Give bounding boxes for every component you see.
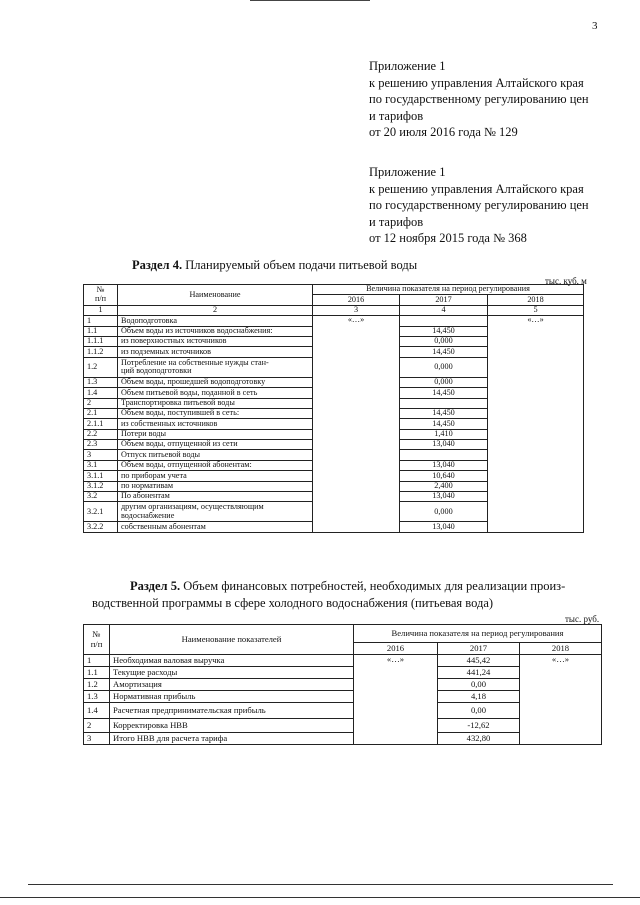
- row-name: из подземных источников: [118, 347, 313, 357]
- row-number: 1.1: [84, 667, 110, 679]
- row-name: по нормативам: [118, 481, 313, 491]
- value-2017: 445,42: [438, 655, 520, 667]
- row-number: 1.4: [84, 388, 118, 398]
- value-2017: 1,410: [400, 429, 488, 439]
- col-header-period: Величина показателя на период регулирования: [313, 285, 584, 295]
- row-name: Потери воды: [118, 429, 313, 439]
- row-number: 2: [84, 719, 110, 733]
- col-header-name: Наименование показателей: [110, 625, 354, 655]
- col-number: 1: [84, 305, 118, 315]
- bottom-rule: [28, 884, 613, 885]
- row-number: 3.2.1: [84, 502, 118, 522]
- value-2017: 2,400: [400, 481, 488, 491]
- appendix-line: и тарифов: [369, 108, 424, 123]
- row-number: 3.2.2: [84, 522, 118, 532]
- row-number: 3.1.1: [84, 471, 118, 481]
- row-number: 3.1.2: [84, 481, 118, 491]
- value-2017: 0,000: [400, 377, 488, 387]
- col-number: 5: [488, 305, 584, 315]
- row-name: Необходимая валовая выручка: [110, 655, 354, 667]
- value-2017: 0,00: [438, 679, 520, 691]
- row-name: Нормативная прибыль: [110, 691, 354, 703]
- year-header: 2016: [354, 643, 438, 655]
- section4-title-bold: Раздел 4.: [132, 258, 183, 272]
- row-number: 1: [84, 655, 110, 667]
- section5-title: [130, 579, 565, 594]
- top-rule: [250, 0, 370, 1]
- row-number: 1.1.2: [84, 347, 118, 357]
- appendix-line: по государственному регулированию цен: [369, 92, 589, 106]
- value-2017: 13,040: [400, 460, 488, 470]
- page-number: 3: [592, 20, 598, 32]
- row-name: Водоподготовка: [118, 316, 313, 326]
- value-2017: 4,18: [438, 691, 520, 703]
- row-number: 3: [84, 450, 118, 460]
- section4-unit: тыс. куб. м: [545, 276, 587, 286]
- section5-table: [83, 624, 602, 745]
- year-header: 2018: [488, 295, 584, 305]
- year-header: 2018: [520, 643, 602, 655]
- value-2017: -12,62: [438, 719, 520, 733]
- row-name: Расчетная предпринимательская прибыль: [110, 703, 354, 719]
- row-name: Объем воды, прошедшей водоподготовку: [118, 377, 313, 387]
- row-name: Итого НВВ для расчета тарифа: [110, 733, 354, 745]
- row-number: 3.2: [84, 492, 118, 502]
- row-number: 1: [84, 316, 118, 326]
- value-2017: 13,040: [400, 492, 488, 502]
- value-2017: 0,00: [438, 703, 520, 719]
- placeholder-2018: «…»: [488, 316, 584, 533]
- col-header-name: Наименование: [118, 285, 313, 306]
- section5-title-bold: Раздел 5.: [130, 579, 181, 593]
- row-number: 3: [84, 733, 110, 745]
- value-2017: 0,000: [400, 336, 488, 346]
- col-number: 3: [313, 305, 400, 315]
- value-2017: [400, 398, 488, 408]
- value-2017: 14,450: [400, 419, 488, 429]
- row-number: 2.1.1: [84, 419, 118, 429]
- value-2017: [400, 316, 488, 326]
- row-number: 2: [84, 398, 118, 408]
- row-name: другим организациям, осуществляющим водоснабжение: [118, 502, 313, 522]
- value-2017: 14,450: [400, 388, 488, 398]
- appendix-line: к решению управления Алтайского края: [369, 181, 584, 196]
- placeholder-2016: «…»: [313, 316, 400, 533]
- value-2017: 13,040: [400, 522, 488, 532]
- row-number: 1.1.1: [84, 336, 118, 346]
- row-name: Объем питьевой воды, поданной в сеть: [118, 388, 313, 398]
- row-name: из собственных источников: [118, 419, 313, 429]
- placeholder-2016: «…»: [354, 655, 438, 745]
- row-number: 1.2: [84, 679, 110, 691]
- row-name: Объем воды из источников водоснабжения:: [118, 326, 313, 336]
- row-name: из поверхностных источников: [118, 336, 313, 346]
- table-row: [84, 316, 584, 326]
- placeholder-2018: «…»: [520, 655, 602, 745]
- appendix-line: к решению управления Алтайского края: [369, 75, 584, 90]
- appendix-line: от 12 ноября 2015 года № 368: [369, 231, 527, 245]
- row-name: Объем воды, отпущенной абонентам:: [118, 460, 313, 470]
- row-number: 2.1: [84, 408, 118, 418]
- appendix-block-current: [369, 58, 589, 141]
- col-header-num: № п/п: [84, 625, 110, 655]
- section4-title: [132, 258, 417, 273]
- table-row: [84, 655, 602, 667]
- section4-title-text: Планируемый объем подачи питьевой воды: [182, 258, 418, 272]
- appendix-line: Приложение 1: [369, 59, 446, 73]
- row-number: 1.3: [84, 377, 118, 387]
- row-number: 2.3: [84, 440, 118, 450]
- row-name: Отпуск питьевой воды: [118, 450, 313, 460]
- year-header: 2017: [400, 295, 488, 305]
- col-header-period: Величина показателя на период регулирования: [354, 625, 602, 643]
- row-number: 3.1: [84, 460, 118, 470]
- row-name: Корректировка НВВ: [110, 719, 354, 733]
- value-2017: 0,000: [400, 357, 488, 377]
- row-number: 2.2: [84, 429, 118, 439]
- row-name: Амортизация: [110, 679, 354, 691]
- row-name: По абонентам: [118, 492, 313, 502]
- appendix-line: и тарифов: [369, 214, 424, 229]
- value-2017: 0,000: [400, 502, 488, 522]
- row-name: собственным абонентам: [118, 522, 313, 532]
- appendix-line: по государственному регулированию цен: [369, 198, 589, 212]
- value-2017: 14,450: [400, 326, 488, 336]
- col-header-num: № п/п: [84, 285, 118, 306]
- row-name: Объем воды, поступившей в сеть:: [118, 408, 313, 418]
- value-2017: 14,450: [400, 408, 488, 418]
- value-2017: 13,040: [400, 440, 488, 450]
- year-header: 2017: [438, 643, 520, 655]
- col-number: 2: [118, 305, 313, 315]
- section5-title-text: Объем финансовых потребностей, необходимых для реализации произ-: [180, 579, 566, 593]
- appendix-line: Приложение 1: [369, 165, 446, 179]
- value-2017: [400, 450, 488, 460]
- value-2017: 14,450: [400, 347, 488, 357]
- row-name: Объем воды, отпущенной из сети: [118, 440, 313, 450]
- value-2017: 432,80: [438, 733, 520, 745]
- appendix-block-original: [369, 164, 589, 247]
- row-name: по приборам учета: [118, 471, 313, 481]
- row-name: Транспортировка питьевой воды: [118, 398, 313, 408]
- row-name: Текущие расходы: [110, 667, 354, 679]
- section4-table: [83, 284, 584, 533]
- section5-title-line2: водственной программы в сфере холодного водоснабжения (питьевая вода): [92, 596, 494, 610]
- col-number: 4: [400, 305, 488, 315]
- bottom-rule: [0, 897, 640, 898]
- row-number: 1.4: [84, 703, 110, 719]
- row-number: 1.1: [84, 326, 118, 336]
- row-number: 1.2: [84, 357, 118, 377]
- value-2017: 10,640: [400, 471, 488, 481]
- row-name: Потребление на собственные нужды стан- ций водоподготовки: [118, 357, 313, 377]
- appendix-line: от 20 июля 2016 года № 129: [369, 125, 518, 139]
- row-number: 1.3: [84, 691, 110, 703]
- value-2017: 441,24: [438, 667, 520, 679]
- year-header: 2016: [313, 295, 400, 305]
- section5-unit: тыс. руб.: [565, 614, 600, 624]
